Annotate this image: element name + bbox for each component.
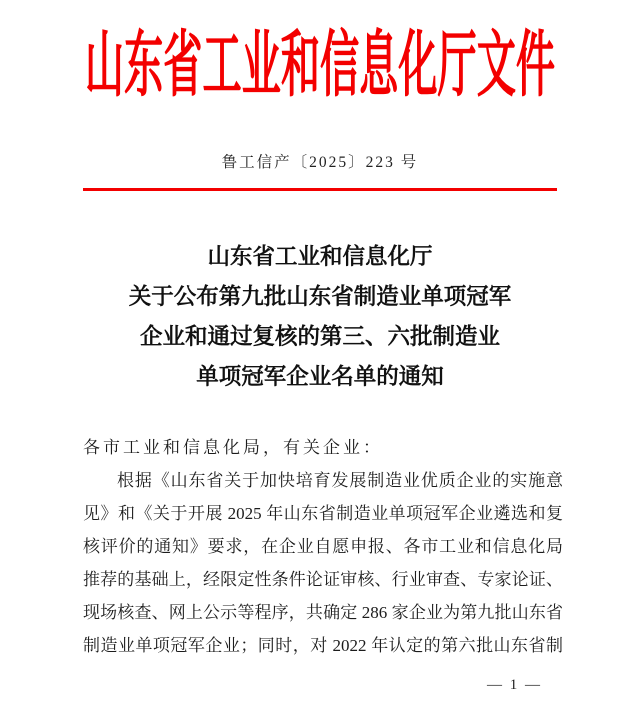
page-number: — 1 — <box>487 677 542 693</box>
body-line-4: 推荐的基础上，经限定性条件论证审核、行业审查、专家论证、 <box>83 570 563 589</box>
notice-title-line-1: 山东省工业和信息化厅 <box>207 244 433 269</box>
body-line-1: 根据《山东省关于加快培育发展制造业优质企业的实施意 <box>117 471 563 490</box>
body-line-6: 制造业单项冠军企业；同时，对 2022 年认定的第六批山东省制 <box>83 636 563 655</box>
body-line-5: 现场核查、网上公示等程序，共确定 286 家企业为第九批山东省 <box>83 603 563 622</box>
document-reference-number: 鲁工信产〔2025〕223 号 <box>221 154 419 171</box>
salutation-line: 各市工业和信息化局，有关企业： <box>83 438 383 457</box>
body-line-2: 见》和《关于开展 2025 年山东省制造业单项冠军企业遴选和复 <box>83 504 563 523</box>
notice-title-line-3: 企业和通过复核的第三、六批制造业 <box>139 324 500 349</box>
document-body <box>0 431 640 662</box>
notice-title-block <box>0 237 640 397</box>
issuing-authority-title: 山东省工业和信息化厅文件 <box>84 26 556 106</box>
notice-title-line-2: 关于公布第九批山东省制造业单项冠军 <box>128 284 512 309</box>
notice-title-line-4: 单项冠军企业名单的通知 <box>196 364 444 389</box>
body-line-3: 核评价的通知》要求，在企业自愿申报、各市工业和信息化局 <box>83 537 563 556</box>
red-header-banner <box>0 26 640 106</box>
red-divider-line <box>83 188 557 191</box>
